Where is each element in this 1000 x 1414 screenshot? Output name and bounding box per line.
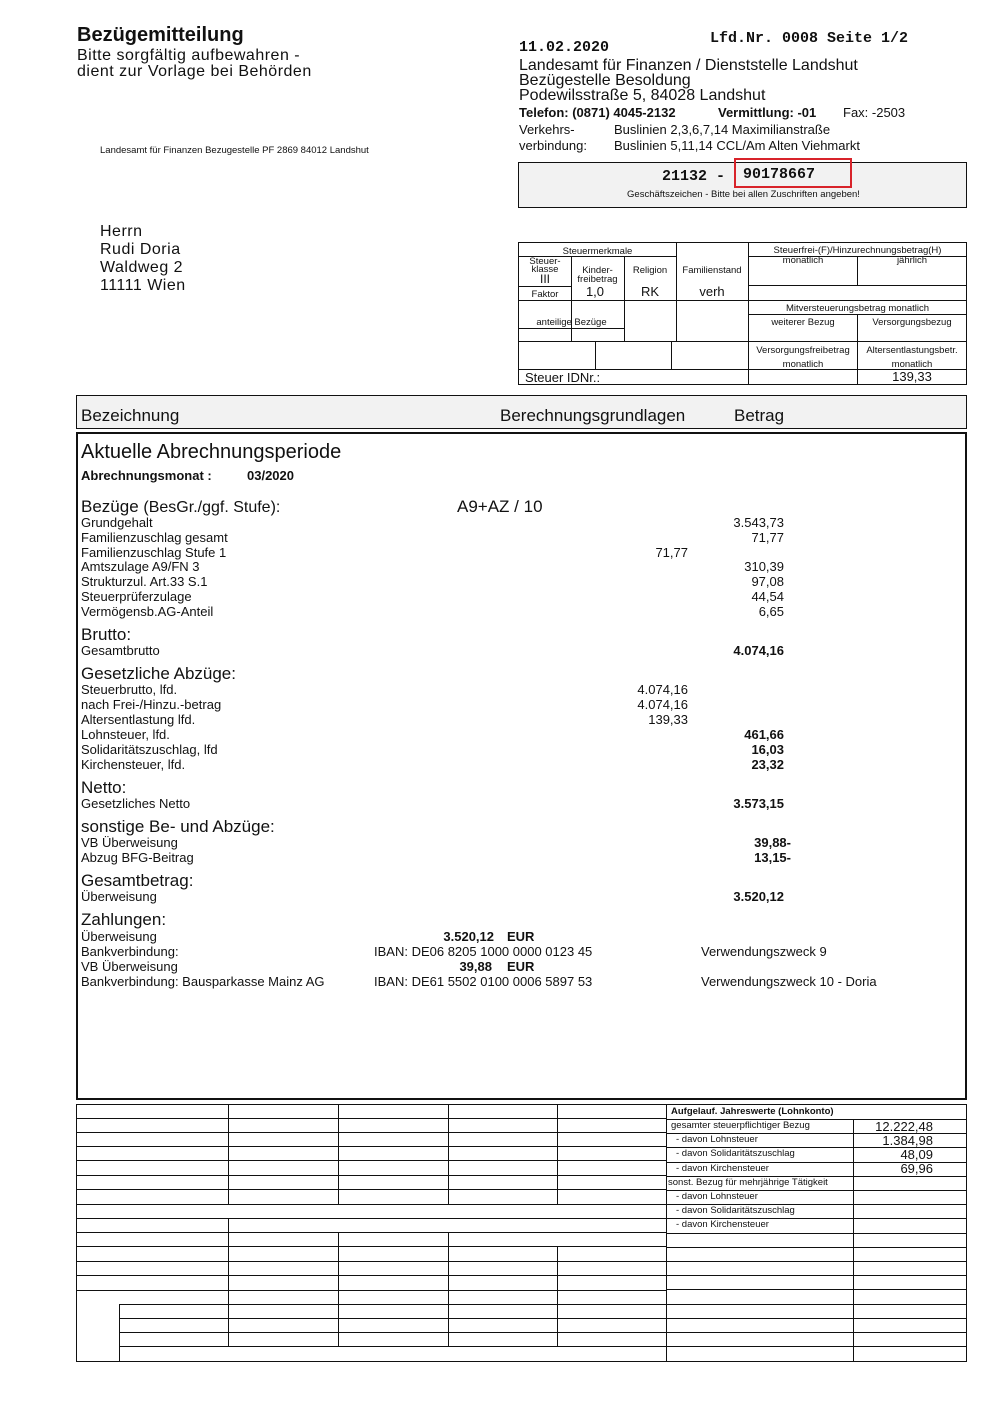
steuerklasse-label2: klasse — [531, 264, 559, 275]
zahlung2-verwendungszweck: Verwendungszweck 9 — [701, 944, 827, 959]
recipient-salutation: Herrn — [100, 223, 143, 240]
brutto-amount: 4.074,16 — [733, 643, 784, 658]
grid-line — [76, 1132, 666, 1133]
jahreswerte-row-label: gesamter steuerpflichtiger Bezug — [671, 1120, 810, 1131]
verkehr-label1: Verkehrs- — [519, 122, 575, 137]
jahreswerte-row-value: 12.222,48 — [875, 1118, 933, 1134]
kinderfreibetrag-value: 1,0 — [585, 284, 605, 299]
jahreswerte-row-label: - davon Solidaritätszuschlag — [676, 1148, 795, 1160]
kinderfreibetrag-label1: Kinder- — [582, 265, 613, 276]
bezuege-row-label: Amtszulage A9/FN 3 — [81, 559, 200, 575]
grid-line — [666, 1304, 966, 1305]
sonstige-heading: sonstige Be- und Abzüge: — [81, 817, 275, 836]
bezuege-row-label: Vermögensb.AG-Anteil — [81, 603, 214, 619]
abzuege-row-amount: 461,66 — [744, 726, 784, 742]
column-betrag: Betrag — [734, 406, 785, 425]
jahreswerte-row-label: sonst. Bezug für mehrjährige Tätigkeit — [668, 1176, 828, 1188]
recipient-city: 11111 Wien — [100, 277, 186, 294]
period-month-value: 03/2020 — [247, 468, 294, 483]
verkehr-value1: Buslinien 2,3,6,7,14 Maximilianstraße — [614, 122, 831, 137]
column-bezeichnung: Bezeichnung — [81, 406, 180, 425]
zahlung3-label: VB Überweisung — [81, 959, 178, 974]
bezuege-row-label: Steuerprüferzulage — [81, 589, 192, 604]
gesamt-heading: Gesamtbetrag: — [81, 871, 194, 890]
grid-line — [76, 1160, 666, 1161]
gesamt-label: Überweisung — [81, 889, 157, 904]
brutto-heading: Brutto: — [81, 625, 132, 644]
zahlung3-currency: EUR — [507, 959, 535, 974]
weiterer-bezug-label: weiterer Bezug — [771, 317, 835, 328]
jahreswerte-row-value: 69,96 — [900, 1161, 933, 1177]
grid-line — [666, 1261, 966, 1262]
verkehr-label2: verbindung: — [519, 138, 587, 153]
bezuege-row-amount: 71,77 — [751, 529, 784, 545]
document-subtitle-line2: dient zur Vorlage bei Behörden — [77, 63, 312, 80]
grid-line — [76, 1275, 666, 1276]
altersentlastung-label: Altersentlastungsbetr. — [866, 345, 958, 356]
sonstige-row-amount: 13,15- — [754, 850, 791, 865]
bezuege-row-amount: 6,65 — [758, 603, 784, 619]
bezuege-row-label: Familienzuschlag Stufe 1 — [81, 544, 227, 560]
jahreswerte-row-label: - davon Lohnsteuer — [676, 1191, 758, 1202]
grid-line — [76, 1218, 666, 1219]
religion-value: RK — [640, 284, 660, 299]
recipient-street: Waldweg 2 — [100, 259, 184, 276]
netto-heading: Netto: — [81, 778, 127, 797]
grid-line — [666, 1318, 966, 1319]
verkehr-value2: Buslinien 5,11,14 CCL/Am Alten Viehmarkt — [614, 138, 860, 153]
abzuege-row-basis: 4.074,16 — [637, 682, 688, 697]
bezuege-row-basis: 71,77 — [655, 544, 688, 560]
grid-line — [76, 1204, 666, 1205]
sonstige-row-label: Abzug BFG-Beitrag — [81, 850, 194, 865]
grid-line — [666, 1346, 966, 1347]
brutto-label: Gesamtbrutto — [81, 643, 160, 658]
altersentlastung-value: 139,33 — [892, 369, 932, 384]
grid-line — [119, 1346, 666, 1347]
netto-amount: 3.573,15 — [733, 796, 784, 811]
jahreswerte-row-label: - davon Lohnsteuer — [676, 1134, 758, 1146]
grid-line — [76, 1232, 666, 1233]
familienstand-label: Familienstand — [682, 265, 742, 276]
zahlung3-amount: 39,88 — [459, 959, 492, 974]
mitversteuerung-label: Mitversteuerungsbetrag monatlich — [785, 303, 930, 314]
steuerfrei-label: Steuerfrei-(F)/Hinzurechnungsbetrag(H) — [773, 245, 942, 256]
bezuege-row-label: Grundgehalt — [81, 515, 153, 530]
reference-prefix: 21132 - — [662, 168, 726, 185]
grid-line — [666, 1332, 966, 1333]
familienstand-value: verh — [699, 284, 725, 299]
anteilige-bezuege-label: anteilige Bezüge — [536, 317, 607, 328]
grid-line — [666, 1275, 966, 1276]
bezuege-heading-main: Bezüge — [81, 497, 139, 516]
grid-line — [666, 1289, 966, 1290]
steuer-id-label: Steuer IDNr.: — [525, 370, 601, 385]
grid-line — [119, 1304, 666, 1305]
grid-line — [76, 1146, 666, 1147]
sender-line: Landesamt für Finanzen Bezugestelle PF 2869 84012 Landshut — [100, 145, 369, 156]
grid-line — [666, 1247, 966, 1248]
zahlung4-verwendungszweck: Verwendungszweck 10 - Doria — [701, 974, 877, 989]
netto-label: Gesetzliches Netto — [81, 796, 191, 811]
abzuege-row-basis: 139,33 — [648, 711, 688, 727]
bezuege-heading-sub: (BesGr./ggf. Stufe): — [143, 499, 281, 516]
zahlungen-heading: Zahlungen: — [81, 910, 167, 929]
period-title: Aktuelle Abrechnungsperiode — [81, 441, 342, 463]
abzuege-row-label: Lohnsteuer, lfd. — [81, 726, 170, 742]
jahreswerte-row-label: - davon Solidaritätszuschlag — [676, 1205, 795, 1217]
bezuege-grade: A9+AZ / 10 — [457, 497, 543, 516]
zahlung4-iban: IBAN: DE61 5502 0100 0006 5897 53 — [374, 974, 593, 989]
sonstige-row-amount: 39,88- — [754, 835, 791, 850]
zahlung1-label: Überweisung — [81, 929, 157, 944]
grid-line — [76, 1189, 666, 1190]
grid-line — [76, 1118, 666, 1119]
jahreswerte-row-value: 1.384,98 — [882, 1132, 933, 1148]
bezuege-row-label: Familienzuschlag gesamt — [81, 529, 228, 545]
grid-line — [666, 1233, 966, 1234]
abzuege-row-label: Altersentlastung lfd. — [81, 711, 196, 727]
abzuege-row-label: Kirchensteuer, lfd. — [81, 756, 186, 772]
zahlung1-amount: 3.520,12 — [443, 929, 494, 944]
abzuege-row-label: Solidaritätszuschlag, lfd — [81, 741, 218, 757]
vermittlung: Vermittlung: -01 — [718, 105, 817, 120]
abzuege-row-label: Steuerbrutto, lfd. — [81, 682, 178, 697]
grid-line — [76, 1290, 666, 1291]
document-subtitle-line1: Bitte sorgfältig aufbewahren - — [77, 47, 301, 64]
document-title: Bezügemitteilung — [77, 24, 244, 46]
phone-number: Telefon: (0871) 4045-2132 — [519, 105, 676, 120]
zahlung1-currency: EUR — [507, 929, 535, 944]
zahlung2-iban: IBAN: DE06 8205 1000 0000 0123 45 — [374, 944, 593, 959]
abzuege-row-basis: 4.074,16 — [637, 696, 688, 712]
bezuege-row-label: Strukturzul. Art.33 S.1 — [81, 574, 208, 590]
recipient-name: Rudi Doria — [100, 241, 181, 258]
bezuege-row-amount: 44,54 — [751, 589, 784, 604]
grid-line — [119, 1332, 666, 1333]
fax-number: Fax: -2503 — [843, 105, 906, 120]
page-number: Lfd.Nr. 0008 Seite 1/2 — [710, 30, 909, 47]
sonstige-row-label: VB Überweisung — [81, 835, 178, 850]
steuerklasse-label1: Steuer- — [529, 256, 561, 267]
office-line3: Podewilsstraße 5, 84028 Landshut — [519, 87, 766, 104]
altersentlastung-monatlich: monatlich — [891, 359, 933, 370]
bezuege-row-amount: 3.543,73 — [733, 515, 784, 530]
grid-line — [76, 1246, 666, 1247]
abzuege-row-amount: 23,32 — [751, 756, 784, 772]
jahreswerte-row-label: - davon Kirchensteuer — [676, 1219, 769, 1231]
office-line1: Landesamt für Finanzen / Dienststelle Landshut — [519, 57, 858, 74]
jahreswerte-heading: Aufgelauf. Jahreswerte (Lohnkonto) — [671, 1106, 834, 1117]
abzuege-row-label: nach Frei-/Hinzu.-betrag — [81, 696, 222, 712]
steuerfrei-monatlich: monatlich — [782, 255, 824, 266]
column-header-bar — [76, 395, 967, 429]
reference-number: 90178667 — [743, 166, 816, 183]
jahreswerte-row-value: 48,09 — [900, 1146, 933, 1162]
grid-line — [76, 1175, 666, 1176]
abzuege-heading: Gesetzliche Abzüge: — [81, 664, 236, 683]
grid-line — [119, 1318, 666, 1319]
bezuege-row-amount: 310,39 — [744, 559, 784, 575]
faktor-label: Faktor — [531, 289, 559, 300]
period-month-label: Abrechnungsmonat : — [81, 468, 212, 483]
bezuege-row-amount: 97,08 — [751, 574, 784, 590]
steuerfrei-jaehrlich: jährlich — [896, 255, 928, 266]
office-line2: Bezügestelle Besoldung — [519, 72, 691, 89]
versorgungsbezug-label: Versorgungsbezug — [872, 317, 952, 328]
reference-highlight-box — [734, 158, 852, 188]
versorgungsfreibetrag-label: Versorgungsfreibetrag — [756, 345, 850, 356]
versorgungsfreibetrag-monatlich: monatlich — [782, 359, 824, 370]
steuermerkmale-label: Steuermerkmale — [562, 246, 633, 257]
abzuege-row-amount: 16,03 — [751, 741, 784, 757]
document-date: 11.02.2020 — [519, 39, 610, 56]
grid-line — [76, 1261, 666, 1262]
steuerklasse-value: III — [539, 272, 550, 286]
zahlung4-label: Bankverbindung: Bausparkasse Mainz AG — [81, 974, 325, 989]
reference-label: Geschäftszeichen - Bitte bei allen Zuschriften angeben! — [627, 189, 860, 200]
column-berechnungsgrundlagen: Berechnungsgrundlagen — [500, 406, 686, 425]
gesamt-amount: 3.520,12 — [733, 889, 784, 904]
religion-label: Religion — [632, 265, 668, 276]
kinderfreibetrag-label2: freibetrag — [577, 274, 618, 285]
jahreswerte-row-label: - davon Kirchensteuer — [676, 1162, 769, 1174]
zahlung2-label: Bankverbindung: — [81, 944, 179, 959]
